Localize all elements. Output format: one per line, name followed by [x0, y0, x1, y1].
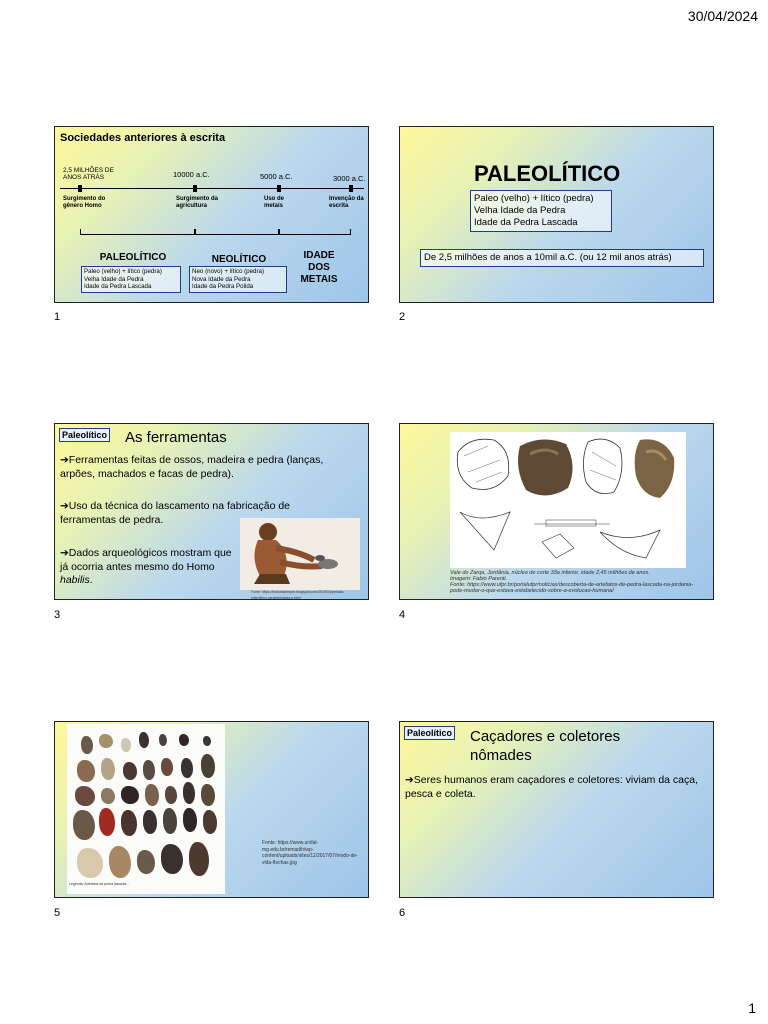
timeline-tick: [193, 185, 197, 192]
timeline-tick: [349, 185, 353, 192]
slide-4: [399, 423, 714, 600]
slide-title: Caçadores e coletores nômades: [470, 728, 621, 764]
period-name: IDADE DOS METAIS: [300, 250, 338, 285]
section-tag: Paleolítico: [59, 428, 110, 442]
slide-6: [399, 721, 714, 898]
definition-line: Nova Idade da Pedra: [192, 275, 251, 283]
period-bracket: [279, 229, 351, 235]
period-bracket: [195, 229, 279, 235]
date-range-box: De 2,5 milhões de anos a 10mil a.C. (ou 12 mil anos atrás): [420, 249, 704, 267]
definition-line: Velha Idade da Pedra: [84, 275, 144, 283]
timeline-tick: [78, 185, 82, 192]
timeline-date: 5000 a.C.: [260, 172, 293, 181]
slide-number: 6: [399, 907, 406, 919]
timeline-event: Uso de metais: [264, 196, 285, 209]
arrowheads-photo: [67, 724, 225, 894]
timeline-event: Invenção da escrita: [329, 196, 364, 209]
definition-line: Idade da Pedra Lascada: [474, 217, 578, 228]
page-number: 1: [748, 1000, 756, 1016]
definition-line: Idade da Pedra Lascada: [84, 283, 152, 290]
definition-box: [470, 190, 612, 232]
bullet-text: ➔Ferramentas feitas de ossos, madeira e pedra (lanças, arpões, machados e facas de pedra).: [60, 454, 324, 480]
document-date: 30/04/2024: [687, 8, 758, 24]
timeline-tick: [277, 185, 281, 192]
definition-line: Neo (novo) + lítico (pedra): [192, 268, 265, 275]
image-caption: Vale do Zarqa, Jordânia, núcleo de corte 33a inferior, idade 2,45 milhões de anos. Imagem: Fabio Parenti. Fonte: https://www.ufpr.br/portalufpr/noticias/descoberta-de-artefatos-de-pedra-lascada-na-jordania-pode-mudar-o-que-estava-estabelecido-sobre-a-evolucao-humana/: [450, 570, 694, 594]
timeline-date: 3000 a.C.: [333, 174, 366, 183]
timeline-axis: [60, 188, 364, 189]
slide-2: [399, 126, 714, 303]
slide-1: [54, 126, 369, 303]
slide-number: 4: [399, 609, 406, 621]
timeline-event: Surgimento do gênero Homo: [63, 196, 106, 209]
section-tag: Paleolítico: [404, 726, 455, 740]
timeline-date: 2,5 MILHÕES DE ANOS ATRÁS: [63, 167, 114, 181]
period-name: PALEOLÍTICO: [99, 252, 167, 263]
slide-number: 3: [54, 609, 61, 621]
slide-title: Sociedades anteriores à escrita: [60, 132, 226, 144]
slide-title: As ferramentas: [125, 429, 227, 446]
timeline-date: 10000 a.C.: [173, 170, 210, 179]
photo-legend: Legenda: Artefatos de pedra lascada...: [69, 882, 130, 886]
image-credit: Fonte: https://historiasempre.blogspot.com/2019/04/periodo-paleolitico-caracteristicas-e.html: [251, 590, 345, 600]
image-source: Fonte: https://www.unifal-mg.edu.br/remadih/wp-content/uploads/sites/11/2017/07/modo-de-vida-flechas.jpg: [262, 840, 358, 866]
bullet-text: ➔Uso da técnica do lascamento na fabricação de ferramentas de pedra.: [60, 500, 291, 526]
period-name: NEOLÍTICO: [211, 254, 267, 265]
stone-tool-drawings: [450, 432, 686, 568]
definition-line: Idade da Pedra Polida: [192, 283, 254, 290]
period-bracket: [80, 229, 195, 235]
period-definition-box: [81, 266, 181, 293]
definition-line: Paleo (velho) + lítico (pedra): [474, 193, 594, 204]
definition-line: Velha Idade da Pedra: [474, 205, 566, 216]
slide-3: [54, 423, 369, 600]
slide-number: 2: [399, 311, 406, 323]
bullet-text: ➔Seres humanos eram caçadores e coletores: viviam da caça, pesca e coleta.: [405, 774, 699, 800]
slide-5: [54, 721, 369, 898]
slide-number: 5: [54, 907, 61, 919]
toolmaker-illustration: [240, 518, 360, 590]
period-definition-box: [189, 266, 287, 293]
slide-number: 1: [54, 311, 61, 323]
slide-title: PALEOLÍTICO: [474, 161, 621, 186]
definition-line: Paleo (velho) + lítico (pedra): [84, 268, 162, 275]
timeline-event: Surgimento da agricultura: [176, 196, 219, 209]
bullet-text: ➔Dados arqueológicos mostram que já ocorria antes mesmo do Homo habilis.: [60, 547, 232, 586]
